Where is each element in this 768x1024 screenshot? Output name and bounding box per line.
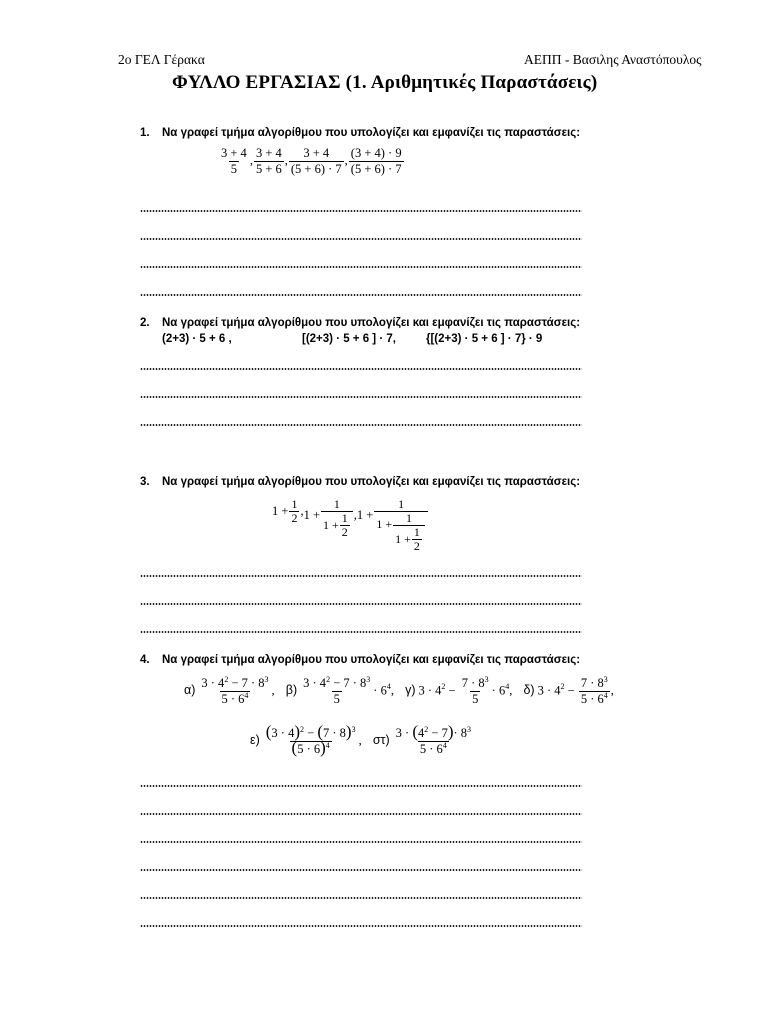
label-f: στ) <box>372 733 390 748</box>
question-text: Να γραφεί τμήμα αλγορίθμου που υπολογίζει και εμφανίζει τις παραστάσεις: <box>162 654 581 666</box>
question-number: 4. <box>140 654 150 666</box>
answer-line[interactable] <box>140 575 582 577</box>
answer-line[interactable] <box>140 785 582 787</box>
answer-line[interactable] <box>140 368 582 370</box>
answer-line[interactable] <box>140 869 582 871</box>
label-c: γ) <box>405 683 416 698</box>
answer-line[interactable] <box>140 424 582 426</box>
answer-line[interactable] <box>140 396 582 398</box>
question-2-expression-a: (2+3) · 5 + 6 , <box>162 333 232 345</box>
page-title: ΦΥΛΛΟ ΕΡΓΑΣΙΑΣ (1. Αριθμητικές Παραστάσεις) <box>172 72 598 93</box>
question-2-expression-b: [(2+3) · 5 + 6 ] · 7, <box>302 333 396 345</box>
answer-line[interactable] <box>140 210 582 212</box>
question-text: Να γραφεί τμήμα αλγορίθμου που υπολογίζει και εμφανίζει τις παραστάσεις: <box>162 476 581 488</box>
answer-line[interactable] <box>140 294 582 296</box>
question-1 <box>140 127 580 139</box>
answer-line[interactable] <box>140 603 582 605</box>
school-name: 2ο ΓΕΛ Γέρακα <box>118 52 205 67</box>
question-2 <box>140 317 580 329</box>
answer-line[interactable] <box>140 266 582 268</box>
label-e: ε) <box>250 733 260 748</box>
answer-line[interactable] <box>140 238 582 240</box>
question-text: Να γραφεί τμήμα αλγορίθμου που υπολογίζει και εμφανίζει τις παραστάσεις: <box>162 127 581 139</box>
answer-line[interactable] <box>140 897 582 899</box>
question-2-expression-c: {[(2+3) · 5 + 6 ] · 7} · 9 <box>426 333 543 345</box>
answer-line[interactable] <box>140 841 582 843</box>
answer-line[interactable] <box>140 631 582 633</box>
question-3 <box>140 476 580 488</box>
label-b: β) <box>285 683 298 698</box>
label-a: α) <box>184 683 196 698</box>
question-4-row-1: α) $\frac{3 \cdot 4^2 - 7 \cdot 8^3}{5 \cdot 6^4}$ , β) $\frac{3 \cdot 4^2 - 7 \cdot 8^3}{5}$ · $6^4$, γ) $3 \cdot 4^2$ − $\frac{7 \cdot 8^3}{5}$ · $6^4$, δ) $3 \cdot 4^2$ − $\frac{7 \cdot 8^3}{5 \cdot 6^4}$ , <box>184 674 614 706</box>
question-number: 2. <box>140 317 150 329</box>
question-number: 3. <box>140 476 150 488</box>
question-text: Να γραφεί τμήμα αλγορίθμου που υπολογίζει και εμφανίζει τις παραστάσεις: <box>162 317 581 329</box>
question-number: 1. <box>140 127 150 139</box>
answer-line[interactable] <box>140 925 582 927</box>
question-4-row-2: ε) $\frac{(3 \cdot 4)^2 - (7 \cdot 8)^3}{(5 \cdot 6)^4}$ , στ) $\frac{3 \cdot (4^2 - 7)\cdot 8^3}{5 \cdot 6^4}$ <box>250 722 472 757</box>
author-name: ΑΕΠΠ - Βασιλης Αναστόπουλος <box>524 52 702 67</box>
question-3-expressions: 1 + $\frac{1}{2}$ , 1 + 1 1 + $\frac{1}{2}$ ,1 + 1 1 + 1 1 + $\frac{1}{2}$ <box>272 494 429 553</box>
question-4 <box>140 654 580 666</box>
answer-line[interactable] <box>140 813 582 815</box>
label-d: δ) <box>523 683 535 698</box>
question-1-expressions: $\frac{3 + 4}{5}$ , $\frac{3 + 4}{5 + 6}$ , $\frac{3 + 4}{(5 + 6) \cdot 7}$ , $\frac{(3 + 4) \cdot 9}{(5 + 6) \cdot 7}$ <box>221 146 402 176</box>
